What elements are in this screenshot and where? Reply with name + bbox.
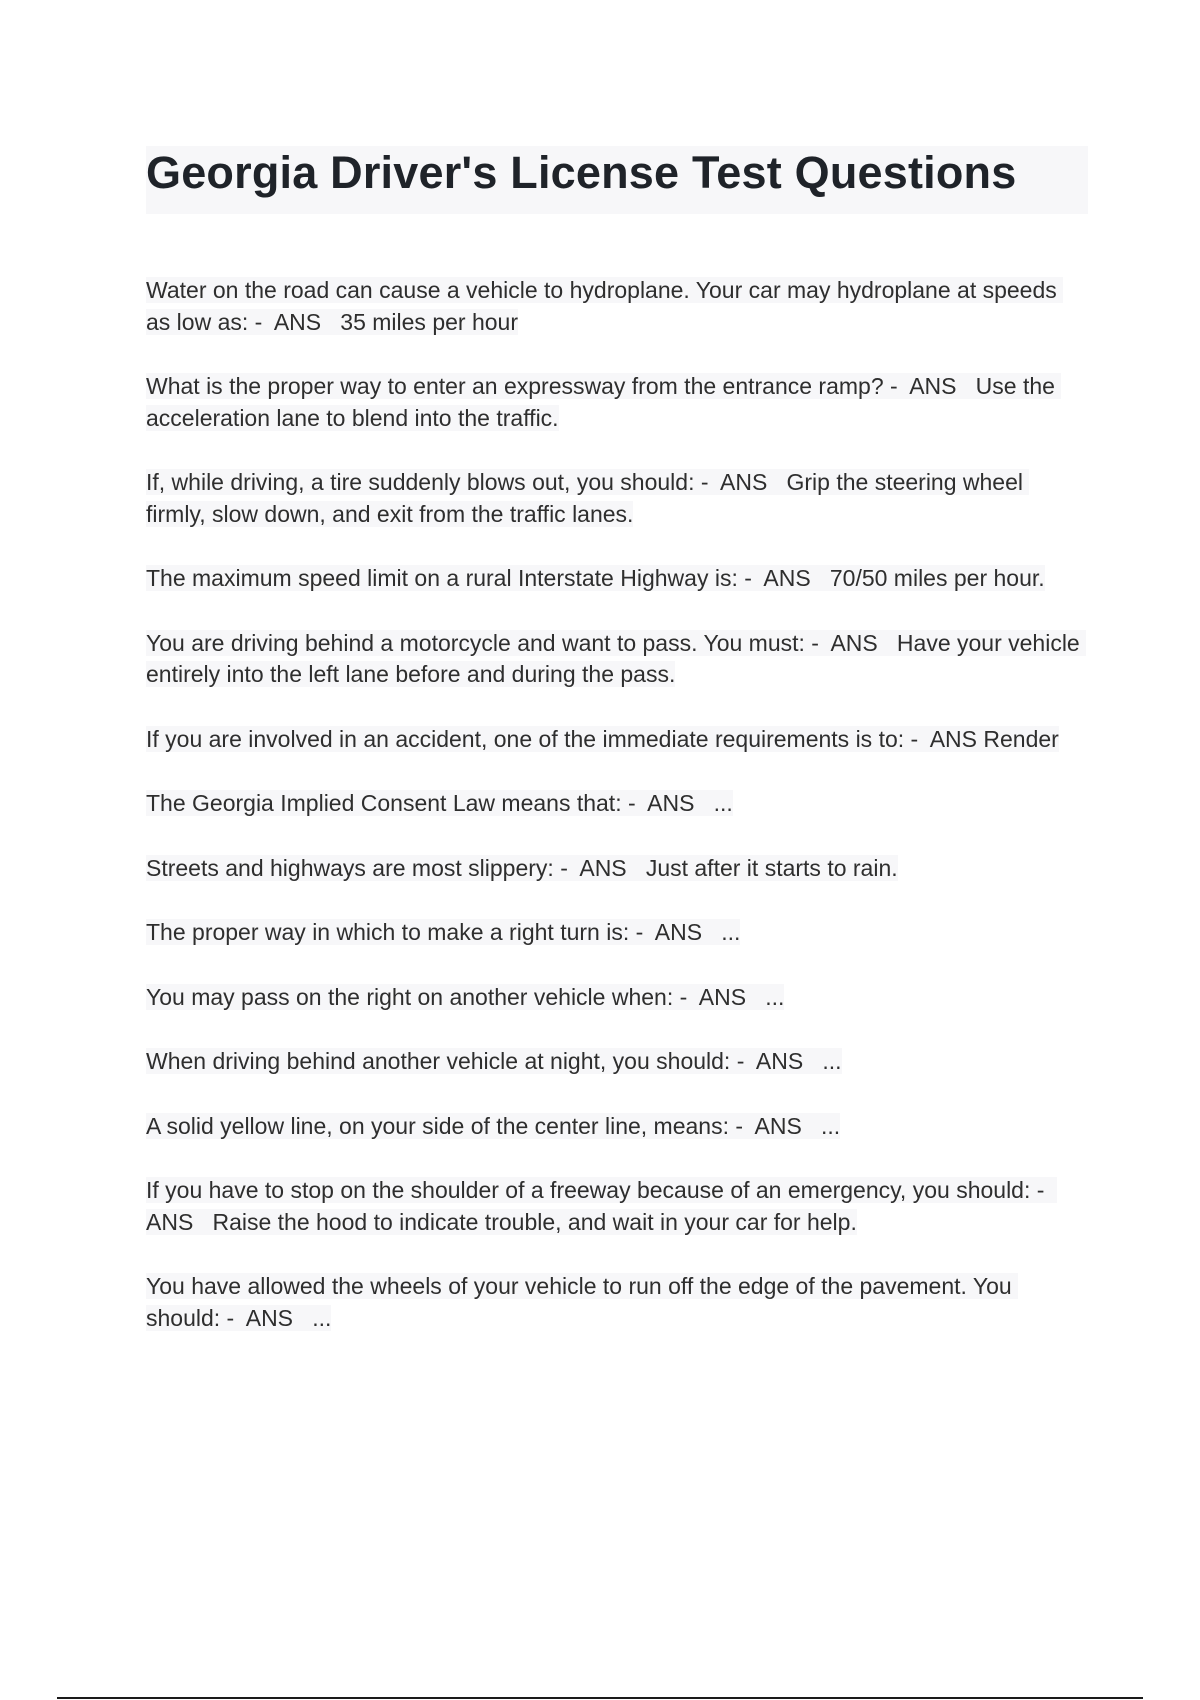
question-text: What is the proper way to enter an expressway from the entrance ramp? - ANS Use the acceleration lane to blend into the traffic. <box>146 373 1062 431</box>
question-text: Water on the road can cause a vehicle to hydroplane. Your car may hydroplane at speeds as low as: - ANS 35 miles per hour <box>146 277 1064 335</box>
question-list <box>146 275 1086 1367</box>
question-text: The proper way in which to make a right turn is: - ANS ... <box>146 919 741 945</box>
page-title: Georgia Driver's License Test Questions <box>146 147 1017 198</box>
question-item <box>146 917 1086 949</box>
question-item <box>146 982 1086 1014</box>
question-text: The Georgia Implied Consent Law means that: - ANS ... <box>146 790 733 816</box>
question-text: You are driving behind a motorcycle and want to pass. You must: - ANS Have your vehicle entirely into the left lane before and during the pass. <box>146 629 1087 687</box>
question-item <box>146 853 1086 885</box>
question-text: You have allowed the wheels of your vehicle to run off the edge of the pavement. You should: - ANS ... <box>146 1273 1019 1331</box>
question-item <box>146 275 1086 338</box>
question-text: Streets and highways are most slippery: - ANS Just after it starts to rain. <box>146 854 898 881</box>
question-item <box>146 467 1086 530</box>
question-text: When driving behind another vehicle at night, you should: - ANS ... <box>146 1048 842 1074</box>
question-item <box>146 563 1086 595</box>
question-item <box>146 1111 1086 1143</box>
question-item <box>146 628 1086 691</box>
question-text: If you are involved in an accident, one of the immediate requirements is to: - ANS Render <box>146 725 1059 752</box>
question-item <box>146 1046 1086 1078</box>
question-text: If you have to stop on the shoulder of a freeway because of an emergency, you should: - ANS Raise the hood to indicate trouble, and wait in your car for help. <box>146 1177 1058 1235</box>
question-item <box>146 1271 1086 1334</box>
question-text: A solid yellow line, on your side of the center line, means: - ANS ... <box>146 1112 841 1139</box>
question-text: You may pass on the right on another vehicle when: - ANS ... <box>146 983 785 1010</box>
question-text: The maximum speed limit on a rural Interstate Highway is: - ANS 70/50 miles per hour. <box>146 565 1045 591</box>
question-item <box>146 724 1086 756</box>
question-item <box>146 788 1086 820</box>
question-item <box>146 1175 1086 1238</box>
question-text: If, while driving, a tire suddenly blows out, you should: - ANS Grip the steering wheel firmly, slow down, and exit from the traffic lanes. <box>146 469 1030 527</box>
page-bottom-rule <box>57 1697 1143 1699</box>
question-item <box>146 371 1086 434</box>
